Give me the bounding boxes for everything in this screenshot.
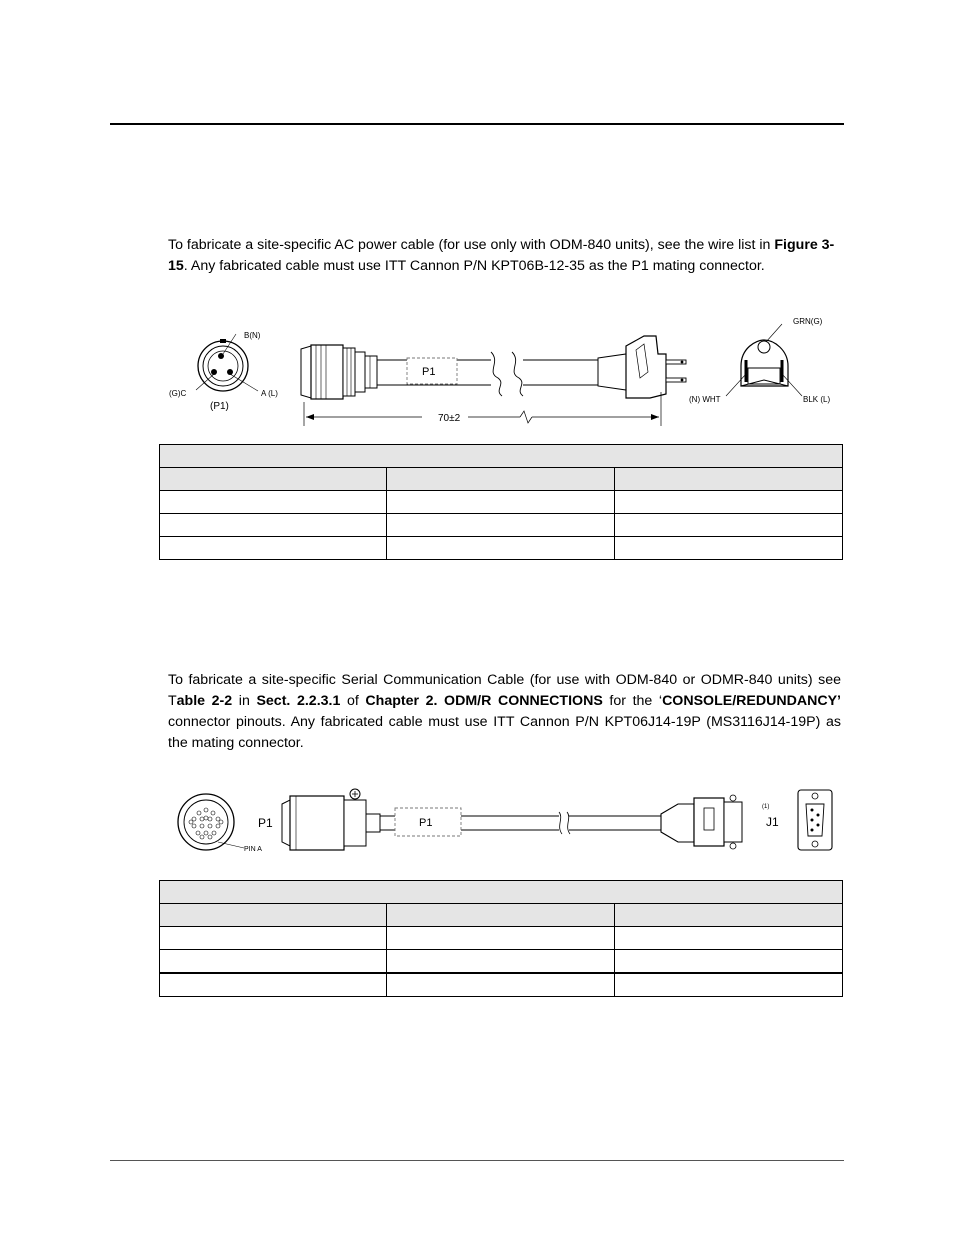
connector-label: (P1) [210,401,229,412]
table-header-cell [160,904,387,927]
serial-cable-drawing [166,784,842,854]
table-cell [160,973,387,997]
dsub-pin [817,824,820,827]
para-text: of [340,693,366,709]
dsub-pin [811,819,814,822]
table-cell [160,537,387,560]
table-cell [387,973,615,997]
connector-pin [192,824,196,828]
connector-pin [204,808,208,812]
table-cell [387,537,615,560]
connector-pin [200,817,204,821]
table-caption-row [160,445,843,468]
table-cell [615,927,843,950]
connector-pin [212,831,216,835]
connector-pin [208,835,212,839]
note-marker: (1) [762,804,770,810]
table-row [160,973,843,997]
connector-pin [208,817,212,821]
table-header-cell [615,904,843,927]
para-text: connector pinouts. Any fabricated cable must use ITT Cannon P/N KPT06J14-19P (MS3116J14-19P) as the mating connector. [168,714,841,751]
table-header-cell [160,468,387,491]
pin-a-label: PIN A [244,846,262,853]
connector-pin-grid [189,808,223,839]
table-cell [387,514,615,537]
table-cell [387,950,615,974]
connector-pin [211,811,215,815]
dsub-pin [811,829,814,832]
table-row [160,927,843,950]
ac-cable-wire-list-table [159,444,843,560]
dsub-pin [811,809,814,812]
ac-cable-drawing [166,314,842,432]
connector-pin [208,824,212,828]
serial-cable-paragraph [168,670,841,754]
cable-tag-label: P1 [419,817,433,829]
table-cell [160,514,387,537]
neutral-pin-label: (N) WHT [689,395,721,404]
connector-reference: CONSOLE/REDUNDANCY’ [662,693,841,709]
footer-rule [110,1160,844,1161]
para-text: . Any fabricated cable must use ITT Cannon P/N KPT06B-12-35 as the P1 mating connector. [183,258,765,274]
table-cell [615,491,843,514]
serial-cable-wire-list-table [159,880,843,997]
serial-cable-figure [166,784,842,854]
connector-pin [189,820,193,824]
para-text: in [232,693,257,709]
table-header-cell [615,468,843,491]
figure-reference: Figure 3-15 [168,237,835,274]
table-row [160,950,843,974]
table-header-cell [387,904,615,927]
table-cell [387,927,615,950]
para-text: for the ‘ [602,693,663,709]
connector-pin [196,831,200,835]
length-dimension: 70±2 [438,413,461,424]
table-reference: able 2-2 [176,693,233,709]
table-cell [615,514,843,537]
table-cell [160,950,387,974]
pin-c-label: (G)C [169,389,187,398]
table-row [160,491,843,514]
table-header-cell [387,468,615,491]
table-cell [160,927,387,950]
table-cell [615,950,843,974]
table-header-row [160,904,843,927]
connector-pin [200,824,204,828]
cable-tag-label: P1 [422,366,436,378]
connector-pin [219,820,223,824]
connector-pin [200,835,204,839]
table-caption-row [160,881,843,904]
ground-pin-label: GRN(G) [793,317,823,326]
para-text: To fabricate a site-specific AC power cable (for use only with ODM-840 units), see the wire list in [168,237,775,253]
connector-pin [197,811,201,815]
table-caption-cell [160,445,843,468]
ac-power-cable-figure [166,314,842,432]
section-reference: Sect. 2.2.3.1 [256,693,341,709]
header-rule [110,123,844,125]
pin-a-label: A (L) [261,389,278,398]
table-cell [160,491,387,514]
p1-connector-label: P1 [258,816,273,830]
table-row [160,514,843,537]
chapter-reference: Chapter 2. ODM/R CONNECTIONS [365,693,603,709]
table-header-row [160,468,843,491]
table-caption-cell [160,881,843,904]
table-cell [387,491,615,514]
connector-pin [204,831,208,835]
para-text: To fabricate a site-specific Serial Communication Cable (for use with ODM-840 or ODMR-840 units) see T [168,672,841,709]
table-row [160,537,843,560]
dsub-pin [817,814,820,817]
table-cell [615,537,843,560]
j1-connector-label: J1 [766,815,779,829]
connector-pin [216,824,220,828]
line-pin-label: BLK (L) [803,395,831,404]
ac-power-paragraph [168,235,841,277]
table-cell [615,973,843,997]
connector-pin [204,816,208,820]
pin-b-label: B(N) [244,331,261,340]
